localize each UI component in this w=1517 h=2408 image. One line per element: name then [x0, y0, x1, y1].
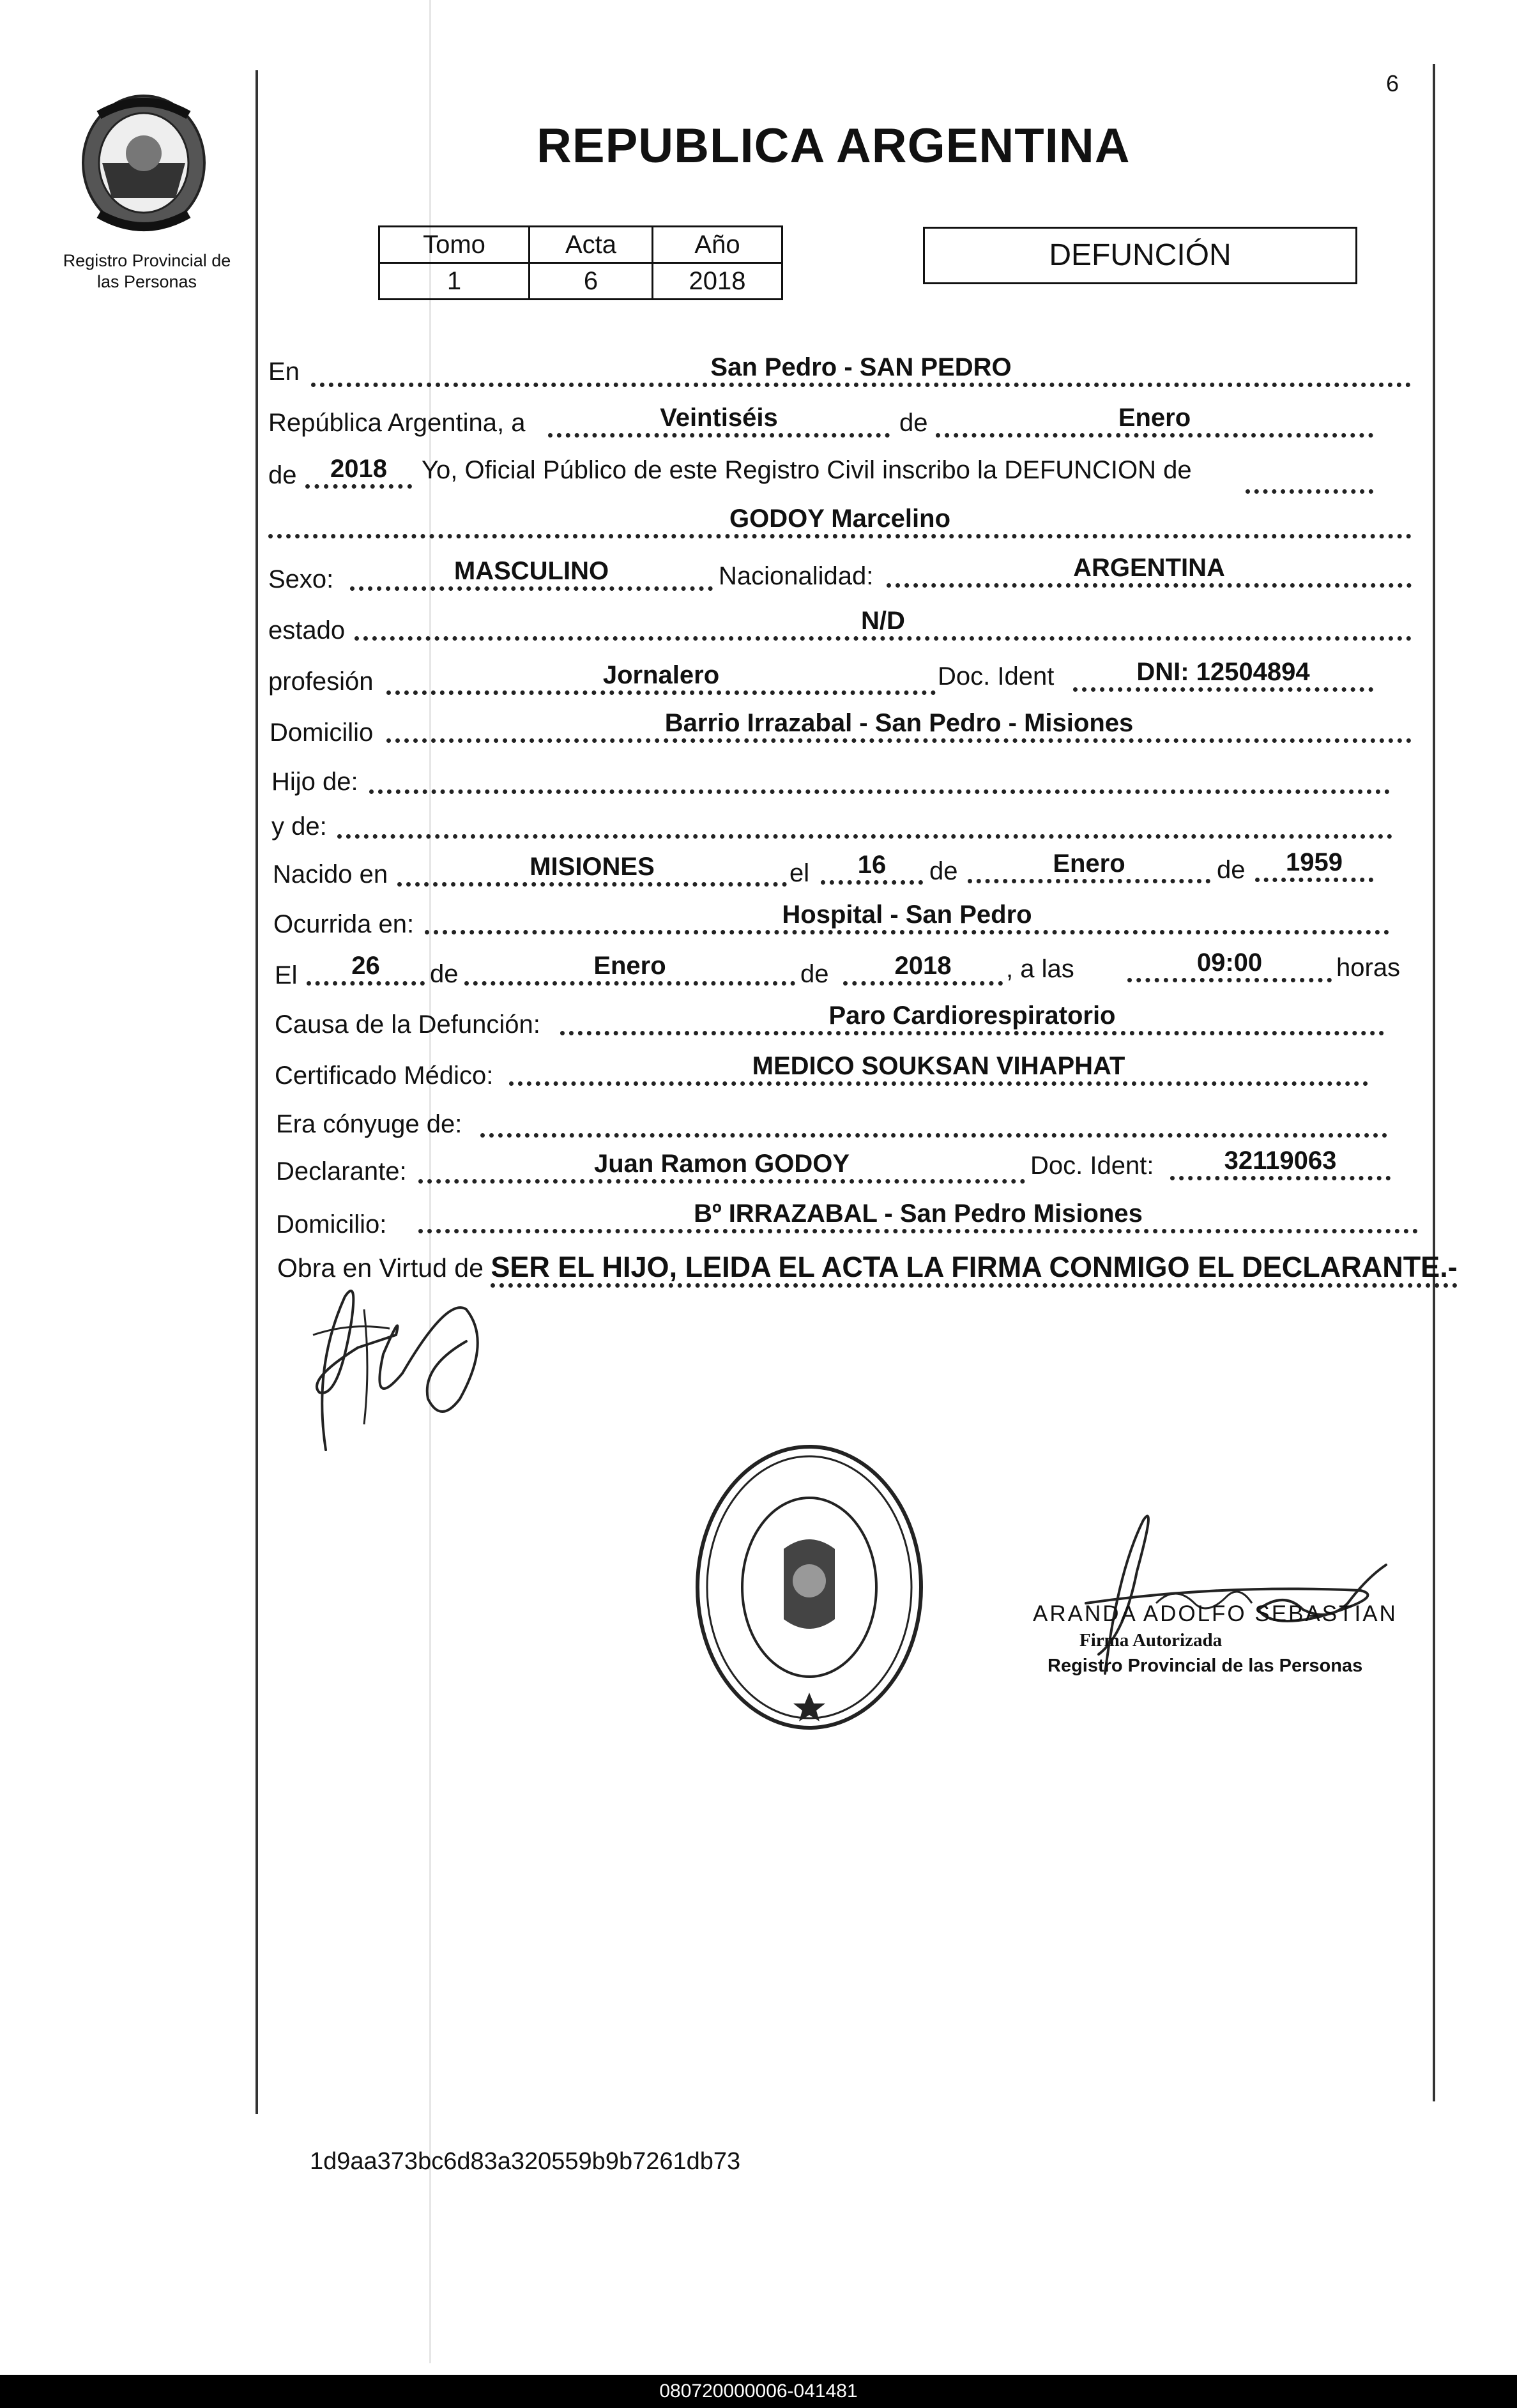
right-margin-line	[1433, 64, 1435, 2101]
declarant-signature	[300, 1271, 505, 1463]
label-occurred-in: Ocurrida en:	[273, 910, 415, 938]
field-year: 2018	[305, 455, 412, 489]
label-sex: Sexo:	[268, 565, 334, 593]
field-birth-day: 16	[821, 851, 923, 885]
field-address: Barrio Irrazabal - San Pedro - Misiones	[386, 709, 1412, 743]
field-spouse	[480, 1104, 1387, 1138]
registry-label-line1: Registro Provincial de	[63, 251, 231, 270]
field-occurred-in: Hospital - San Pedro	[425, 901, 1389, 934]
field-profession: Jornalero	[386, 661, 936, 695]
table-header-ano: Año	[653, 227, 782, 263]
label-born-in: Nacido en	[273, 860, 388, 888]
label-de-month: de	[899, 409, 928, 437]
label-declarant-address: Domicilio:	[276, 1210, 387, 1238]
field-medical-certificate: MEDICO SOUKSAN VIHAPHAT	[509, 1052, 1368, 1086]
label-de-year: de	[268, 461, 297, 489]
page-number: 6	[1386, 70, 1399, 96]
label-death-el: El	[275, 961, 298, 989]
field-sex: MASCULINO	[350, 557, 713, 591]
label-death-de-year: de	[800, 960, 829, 988]
field-death-time: 09:00	[1127, 949, 1332, 982]
label-nationality: Nacionalidad:	[719, 562, 874, 590]
label-and-of: y de:	[271, 812, 327, 841]
label-civil-status: estado	[268, 616, 346, 644]
label-doc-ident: Doc. Ident	[938, 662, 1055, 690]
field-declarant-doc: 32119063	[1170, 1147, 1391, 1180]
field-day-words: Veintiséis	[548, 404, 890, 438]
label-oficial-statement: Yo, Oficial Público de este Registro Civil inscribo la DEFUNCION de	[422, 456, 1192, 484]
label-declarant: Declarante:	[276, 1157, 407, 1185]
act-type-box: DEFUNCIÓN	[923, 227, 1357, 284]
label-spouse: Era cónyuge de:	[276, 1110, 462, 1138]
label-medical-certificate: Certificado Médico:	[275, 1062, 494, 1090]
field-declarant-address: Bº IRRAZABAL - San Pedro Misiones	[418, 1200, 1418, 1233]
field-and-of	[337, 805, 1392, 839]
table-value-ano: 2018	[653, 263, 782, 300]
authorized-role: Firma Autorizada	[1079, 1630, 1223, 1650]
label-birth-el: el	[789, 859, 810, 887]
label-declarant-doc: Doc. Ident:	[1030, 1152, 1154, 1180]
registry-label-line2: las Personas	[96, 272, 197, 291]
authorized-registry: Registro Provincial de las Personas	[1048, 1656, 1363, 1676]
label-cause: Causa de la Defunción:	[275, 1010, 540, 1039]
volume-act-year-table	[378, 225, 783, 300]
field-death-day: 26	[307, 952, 425, 986]
table-value-tomo: 1	[379, 263, 530, 300]
field-deceased-name: GODOY Marcelino	[268, 505, 1412, 538]
field-declarant: Juan Ramon GODOY	[418, 1150, 1025, 1184]
label-son-of: Hijo de:	[271, 768, 358, 796]
field-nationality: ARGENTINA	[887, 554, 1412, 588]
field-birth-year: 1959	[1255, 848, 1373, 882]
label-at-time: , a las	[1006, 955, 1074, 983]
official-seal	[691, 1440, 927, 1734]
field-month: Enero	[936, 404, 1373, 438]
label-republica: República Argentina, a	[268, 409, 526, 437]
label-hours: horas	[1336, 954, 1401, 982]
field-born-in: MISIONES	[397, 853, 787, 887]
field-cause: Paro Cardiorespiratorio	[560, 1002, 1384, 1035]
page-title: REPUBLICA ARGENTINA	[537, 119, 1131, 173]
field-deceased-start	[1246, 460, 1373, 494]
table-header-tomo: Tomo	[379, 227, 530, 263]
label-profession: profesión	[268, 667, 374, 696]
registry-label	[38, 250, 255, 293]
table-header-acta: Acta	[530, 227, 653, 263]
field-document: DNI: 12504894	[1073, 658, 1373, 692]
document-hash: 1d9aa373bc6d83a320559b9b7261db73	[310, 2148, 741, 2175]
field-son-of	[369, 760, 1390, 794]
field-death-month: Enero	[464, 952, 795, 986]
footer-code-bar: 080720000006-041481	[0, 2375, 1517, 2408]
label-birth-de-month: de	[929, 857, 958, 885]
field-civil-status: N/D	[354, 607, 1412, 641]
label-by-virtue: Obra en Virtud de	[277, 1253, 484, 1283]
authorized-name: ARANDA ADOLFO SEBASTIAN	[1033, 1601, 1398, 1626]
left-margin-line	[255, 70, 258, 2114]
field-death-year: 2018	[843, 952, 1003, 986]
table-value-acta: 6	[530, 263, 653, 300]
label-birth-de-year: de	[1217, 856, 1246, 884]
label-death-de-month: de	[430, 960, 459, 988]
misiones-coat-of-arms-logo	[73, 89, 214, 236]
field-birth-month: Enero	[968, 850, 1210, 883]
label-en: En	[268, 358, 300, 386]
field-place: San Pedro - SAN PEDRO	[311, 353, 1411, 387]
label-address: Domicilio	[270, 719, 374, 747]
field-by-virtue: SER EL HIJO, LEIDA EL ACTA LA FIRMA CONMIGO EL DECLARANTE.-	[491, 1251, 1457, 1288]
